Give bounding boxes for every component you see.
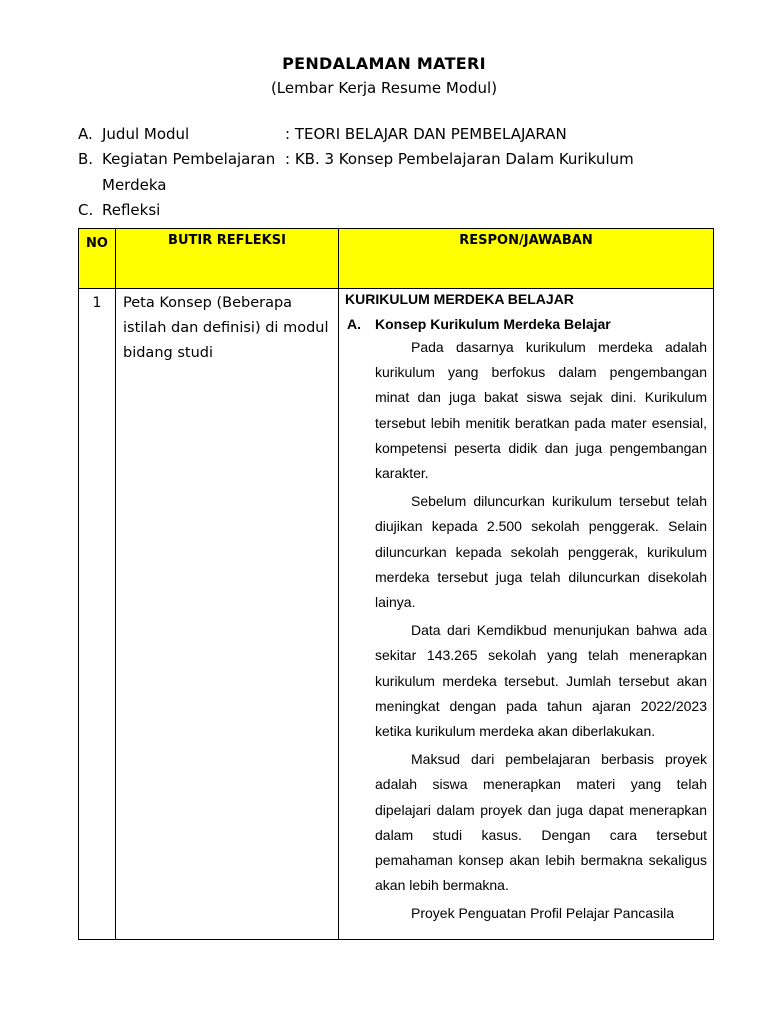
meta-mark: A. [78,125,93,143]
header-no: NO [79,229,116,289]
document-title: PENDALAMAN MATERI [282,54,486,73]
meta-value-continued: Merdeka [102,176,167,194]
paragraph: Data dari Kemdikbud menunjukan bahwa ada sekitar 143.265 sekolah yang telah menerapkan kurikulum merdeka tersebut. Jumlah tersebut akan meningkat dengan pada tahun ajaran 2022/2023 ketika kurikulum merdeka akan diberlakukan. [375,622,707,740]
paragraph: Maksud dari pembelajaran berbasis proyek adalah siswa menerapkan materi yang telah dipelajari dalam proyek dan juga dapat menerapkan dalam studi kasus. Dengan cara tersebut pemahaman konsep akan lebih bermakna sekaligus akan lebih bermakna. [375,751,707,894]
header-butir-refleksi: BUTIR REFLEKSI [116,229,339,289]
row-number: 1 [79,289,116,940]
document-subtitle: (Lembar Kerja Resume Modul) [270,79,498,97]
paragraph: Proyek Penguatan Profil Pelajar Pancasila [411,905,675,922]
table-row [79,289,714,940]
meta-value: : KB. 3 Konsep Pembelajaran Dalam Kurikulum [285,150,634,168]
meta-label: Kegiatan Pembelajaran [102,150,276,168]
meta-label: Judul Modul [102,125,190,143]
table-header-row [79,229,714,289]
respon-title: KURIKULUM MERDEKA BELAJAR [345,291,574,307]
meta-item-kegiatan [78,147,634,172]
meta-item-judul-modul [78,122,567,147]
meta-value: : TEORI BELAJAR DAN PEMBELAJARAN [285,125,567,143]
paragraph: Pada dasarnya kurikulum merdeka adalah kurikulum yang berfokus dalam pengembangan minat dan juga bakat siswa sejak dini. Kurikulum tersebut lebih menitik beratkan pada mater esensial, kompetensi peserta didik dan juga pengembangan karakter. [375,339,707,482]
paragraph: Sebelum diluncurkan kurikulum tersebut telah diujikan kepada 2.500 sekolah penggerak. Selain diluncurkan kepada sekolah penggerak, kurikulum merdeka tersebut juga telah diluncurkan disekolah lainya. [375,493,707,611]
row-respon [339,289,714,940]
meta-item-refleksi [78,198,161,223]
row-butir: Peta Konsep (Beberapa istilah dan definisi) di modul bidang studi [116,289,339,940]
section-heading [345,316,707,332]
reflection-table [78,228,714,940]
header-respon-jawaban: RESPON/JAWABAN [339,229,714,289]
meta-mark: B. [78,150,94,168]
meta-label: Refleksi [102,201,161,219]
section-mark: A. [347,316,361,332]
section-title: Konsep Kurikulum Merdeka Belajar [375,316,611,332]
meta-mark: C. [78,201,94,219]
